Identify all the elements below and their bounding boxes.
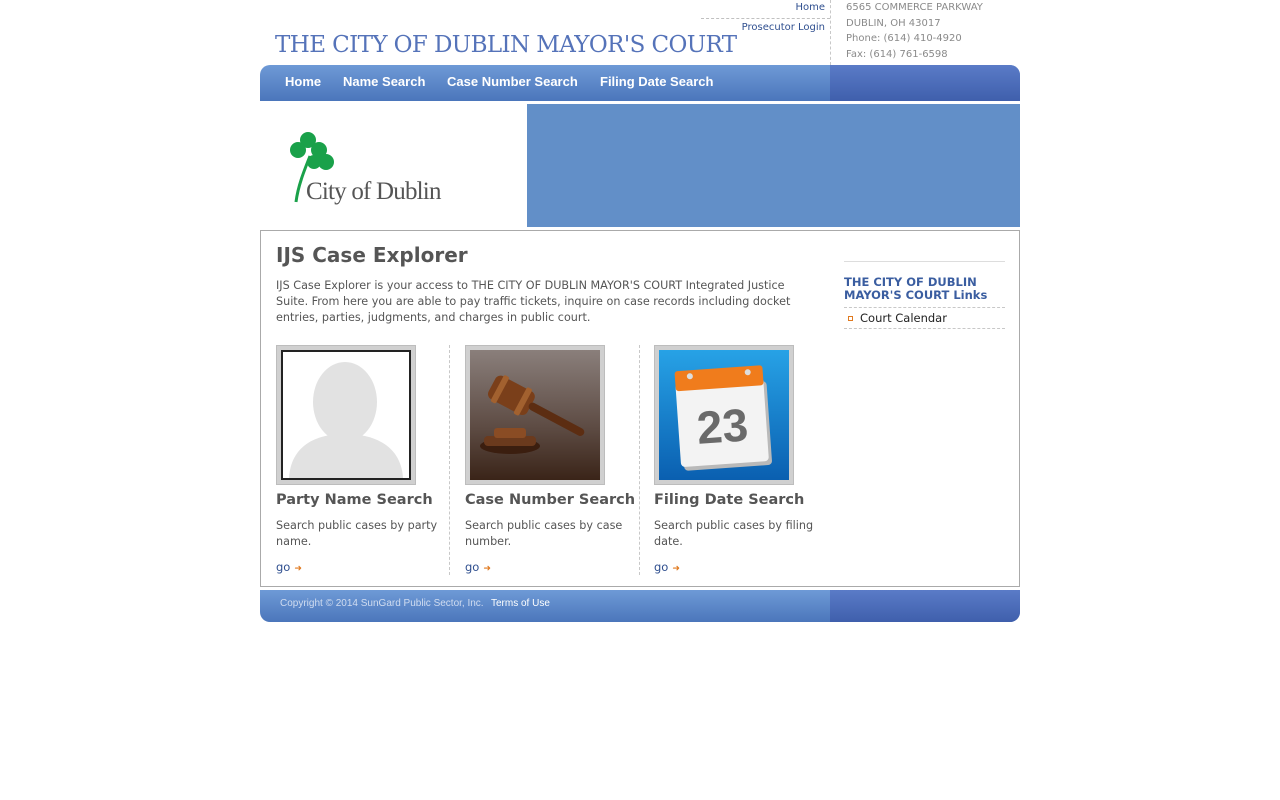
nav-case-number-search[interactable]: Case Number Search bbox=[447, 74, 578, 89]
banner-blue-panel bbox=[527, 104, 1020, 227]
go-label: go bbox=[465, 560, 480, 574]
address-street: 6565 COMMERCE PARKWAY bbox=[846, 2, 983, 13]
filing-date-image[interactable] bbox=[654, 345, 794, 485]
tile-divider bbox=[639, 345, 640, 575]
tile-title: Case Number Search bbox=[465, 492, 636, 508]
nav-name-search[interactable]: Name Search bbox=[343, 74, 426, 89]
party-name-image[interactable] bbox=[276, 345, 416, 485]
case-number-image[interactable] bbox=[465, 345, 605, 485]
gavel-icon bbox=[470, 350, 600, 480]
arrow-right-icon: ➜ bbox=[294, 564, 302, 574]
arrow-right-icon: ➜ bbox=[483, 564, 491, 574]
nav-home[interactable]: Home bbox=[285, 74, 322, 89]
tile-title: Party Name Search bbox=[276, 492, 433, 508]
court-title: THE CITY OF DUBLIN MAYOR'S COURT bbox=[275, 32, 737, 58]
copyright-text: Copyright © 2014 SunGard Public Sector, Inc. bbox=[280, 598, 484, 609]
address-phone: Phone: (614) 410-4920 bbox=[846, 33, 962, 44]
go-label: go bbox=[654, 560, 669, 574]
calendar-icon bbox=[659, 350, 789, 480]
party-name-search-tile bbox=[276, 345, 450, 575]
tile-description: Search public cases by filing date. bbox=[654, 519, 814, 548]
prosecutor-login-link[interactable]: Prosecutor Login bbox=[741, 22, 825, 33]
court-links-sidebar bbox=[844, 261, 1005, 329]
main-navigation bbox=[260, 65, 1020, 101]
case-number-search-tile bbox=[465, 345, 639, 575]
tile-description: Search public cases by party name. bbox=[276, 519, 438, 548]
tile-description: Search public cases by case number. bbox=[465, 519, 623, 548]
terms-of-use-link[interactable]: Terms of Use bbox=[491, 598, 550, 609]
case-number-go-link[interactable] bbox=[465, 560, 491, 574]
navbar-right-panel bbox=[830, 65, 1020, 101]
nav-filing-date-search[interactable]: Filing Date Search bbox=[600, 74, 714, 89]
logo-text: City of Dublin bbox=[306, 178, 441, 205]
header-divider bbox=[830, 0, 831, 65]
person-silhouette-icon bbox=[281, 350, 411, 480]
arrow-right-icon: ➜ bbox=[672, 564, 680, 574]
top-home-link[interactable]: Home bbox=[701, 0, 830, 19]
party-name-go-link[interactable] bbox=[276, 560, 302, 574]
sidebar-links bbox=[844, 307, 1005, 329]
go-label: go bbox=[276, 560, 291, 574]
filing-date-go-link[interactable] bbox=[654, 560, 680, 574]
address-fax: Fax: (614) 761-6598 bbox=[846, 48, 948, 60]
sidebar-heading: THE CITY OF DUBLIN MAYOR'S COURT Links bbox=[844, 275, 988, 302]
city-of-dublin-logo bbox=[286, 126, 466, 208]
address-city: DUBLIN, OH 43017 bbox=[846, 17, 941, 29]
filing-date-search-tile bbox=[654, 345, 828, 575]
tile-title: Filing Date Search bbox=[654, 492, 805, 508]
calendar-day: 23 bbox=[695, 398, 750, 454]
intro-text: IJS Case Explorer is your access to THE CITY OF DUBLIN MAYOR'S COURT Integrated Justice Suite. From here you are able to pay traffic tickets, inquire on case records including docket entries, parties, judgments, and charges in public court. bbox=[276, 279, 791, 324]
tile-divider bbox=[449, 345, 450, 575]
footer-right-panel bbox=[830, 590, 1020, 622]
banner bbox=[260, 104, 1020, 227]
page-title: IJS Case Explorer bbox=[276, 243, 468, 267]
court-address bbox=[846, 0, 983, 62]
main-content bbox=[260, 230, 1020, 587]
court-calendar-link[interactable]: Court Calendar bbox=[844, 311, 1005, 326]
footer bbox=[260, 590, 1020, 622]
top-links bbox=[701, 0, 830, 36]
